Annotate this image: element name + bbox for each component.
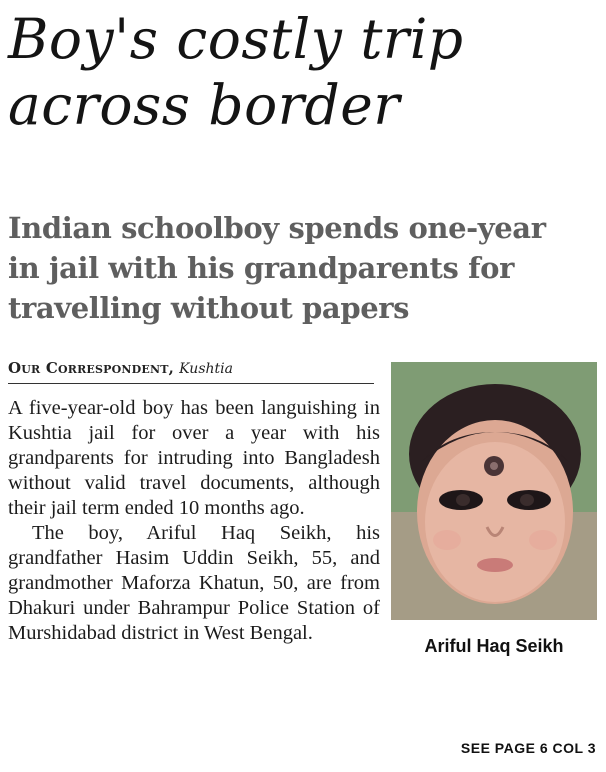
- continued-jump-line: SEE PAGE 6 COL 3: [460, 740, 596, 756]
- byline: [8, 358, 374, 384]
- subheadline-line-3: travelling without papers: [8, 291, 410, 325]
- byline-location: Kushtia: [179, 361, 233, 377]
- headline: [8, 6, 604, 138]
- headline-line-1: Boy's costly trip: [8, 7, 464, 71]
- headline-line-2: across border: [8, 73, 401, 137]
- byline-author: Our Correspondent,: [8, 359, 175, 377]
- article-body: [8, 396, 604, 714]
- subheadline-line-2: in jail with his grandparents for: [8, 251, 514, 285]
- subheadline: [8, 208, 604, 328]
- subheadline-line-1: Indian schoolboy spends one-year: [8, 211, 546, 245]
- paragraph-2: The boy, Ariful Haq Seikh, his grandfather Hasim Uddin Seikh, 55, and grandmother Maforza Khatun, 50, are from Dhakuri under Bahrampur Police Station of Murshidabad district in West Bengal.: [8, 522, 380, 644]
- paragraph-1: A five-year-old boy has been languishing in Kushtia jail for over a year with his grandparents for intruding into Bangladesh without valid travel documents, although their jail term ended 10 months ago.: [8, 397, 380, 519]
- photo-float-spacer: [394, 396, 604, 714]
- photo-caption: Ariful Haq Seikh: [424, 636, 564, 656]
